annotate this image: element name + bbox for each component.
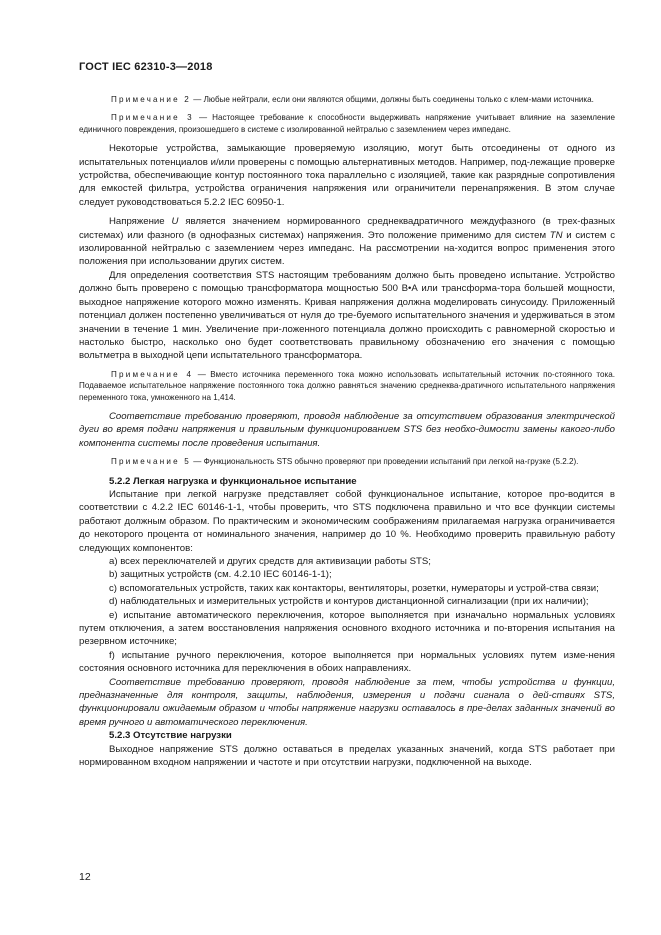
note-3 [79,112,615,135]
paragraph-insulation-devices: Некоторые устройства, замыкающие проверяемую изоляцию, могут быть отсоединены от одного из испытательных потенциалов и/или проверены с помощью альтернативных методов. Например, под-лежащие проверке устройства, обеспечивающие контур постоянного тока параллельно с изоляцией, такие как разрядные сопротивления для емкостей фильтра, устройства ограничения напряжения или ограничители перенапряжения. В этом случае следует руководствоваться 5.2.2 IEC 60950-1. [79,143,615,208]
list-item-b: b) защитных устройств (см. 4.2.10 IEC 60146-1-1); [109,569,332,581]
compliance-statement-1: Соответствие требованию проверяют, проводя наблюдение за отсутствием образования электрической дуги во время подачи напряжения и правильным функционированием STS без необхо-димости замены какого-либо компонента системы после проведения испытания. [79,410,615,449]
list-item-e: e) испытание автоматического переключения, которое выполняется при изначально нормальных условиях путем отключения, а затем восстановления напряжения основного входного источника и по-вторения испытания на резервном источнике; [79,609,615,648]
section-heading-5-2-3: 5.2.3 Отсутствие нагрузки [109,730,232,742]
section-heading-5-2-2: 5.2.2 Легкая нагрузка и функциональное испытание [109,475,357,487]
p2-a: Напряжение [109,216,172,228]
list-item-f: f) испытание ручного переключения, которое выполняется при нормальных условиях путем изме-нения состояния основного источника для переключения в обоих направлениях. [79,649,615,675]
p2-c: и систем с изолированной нейтралью с заземлением через импеданс. На рассмотрении на-ходится вопрос применения этого положения при использовании других систем. [79,229,615,268]
page-number: 12 [79,871,91,883]
note-5-label: Примечание 5 [111,457,191,467]
note-4-text: — Вместо источника переменного тока можно использовать испытательный источник по-стоянного тока. Подаваемое испытательное напряжение постоянного тока должно равняться значению среднеква-дратичного испытательного напряжения переменного тока, умноженного на 1,414. [79,369,616,402]
list-item-a: a) всех переключателей и других средств для активизации работы STS; [109,556,431,567]
note-5 [79,456,615,467]
note-2-label: Примечание 2 [111,95,191,104]
paragraph-no-load: Выходное напряжение STS должно оставаться в пределах указанных значений, когда STS работает при нормированном входном напряжении и частоте и при отсутствии нагрузки, подключенной на выходе. [79,743,615,769]
page-body [79,94,615,770]
note-5-text: — Функциональность STS обычно проверяют при проведении испытаний при легкой на-грузке (5.2.2). [193,457,579,467]
compliance-statement-2: Соответствие требованию проверяют, проводя наблюдение за тем, чтобы устройства и функции, предназначенные для контроля, защиты, наблюдения, измерения и подачи сигнала о дей-ствиях STS, функционировали ожидаемым образом и чтобы напряжение нагрузки оставалось в пре-делах заданных значений во время ручного и автоматического переключения. [79,676,615,728]
paragraph-voltage-u [79,215,615,269]
note-4 [79,369,615,403]
note-3-label: Примечание 3 [111,113,194,123]
p2-tn: TN [549,229,563,241]
list-item-c: c) вспомогательных устройств, таких как контакторы, вентиляторы, розетки, нумераторы и устрой-ства связи; [109,582,599,594]
paragraph-light-load-test: Испытание при легкой нагрузке представляет собой функциональное испытание, которое про-водится в соответствии с 4.2.2 IEC 60146-1-1, чтобы проверить, что STS подключена правильно и что все функции системы работают должным образом. По практическим и экономическим соображениям прилагаемая нагрузка ограничивается до некоторого процента от номинального значения, например до 10 %. Необходимо проверить правильную работу следующих компонентов: [79,488,615,554]
note-2 [79,94,615,105]
note-2-text: — Любые нейтрали, если они являются общими, должны быть соединены только с клем-мами источника. [193,95,594,104]
p2-u: U [171,216,179,228]
list-item-d: d) наблюдательных и измерительных устройств и контуров дистанционной сигнализации (при их наличии); [109,596,589,608]
p2-b: является значением нормированного среднеквадратичного междуфазного (в трех-фазных системах) или фазного (в однофазных системах) напряжения. Это положение применимо для систем [79,216,615,241]
document-header: ГОСТ IEC 62310-3—2018 [79,61,213,73]
note-3-text: — Настоящее требование к способности выдерживать напряжение учитывает влияние на заземление единичного повреждения, произошедшего в системе с изолированной нейтралью с заземлением через импеданс. [79,113,615,134]
paragraph-test-procedure: Для определения соответствия STS настоящим требованиям должно быть проведено испытание. Устройство должно быть проверено с помощью трансформатора мощностью 500 В•А или трансформа-тора большей мощности, выходное напряжение которого можно изменять. Кривая напряжения должна моделировать синусоиду. Приложенный потенциал должен постепенно увеличиваться от нуля до тре-буемого испытательного значения и удерживаться в этом значении в течение 1 мин. Увеличение при-ложенного потенциала должно происходить с равномерной скоростью и настолько быстро, насколько оно будет соответствовать правильному обозначению его значения с помощью вольтметра в выходной цепи испытательного трансформатора. [79,269,615,362]
note-4-label: Примечание 4 [111,369,194,379]
